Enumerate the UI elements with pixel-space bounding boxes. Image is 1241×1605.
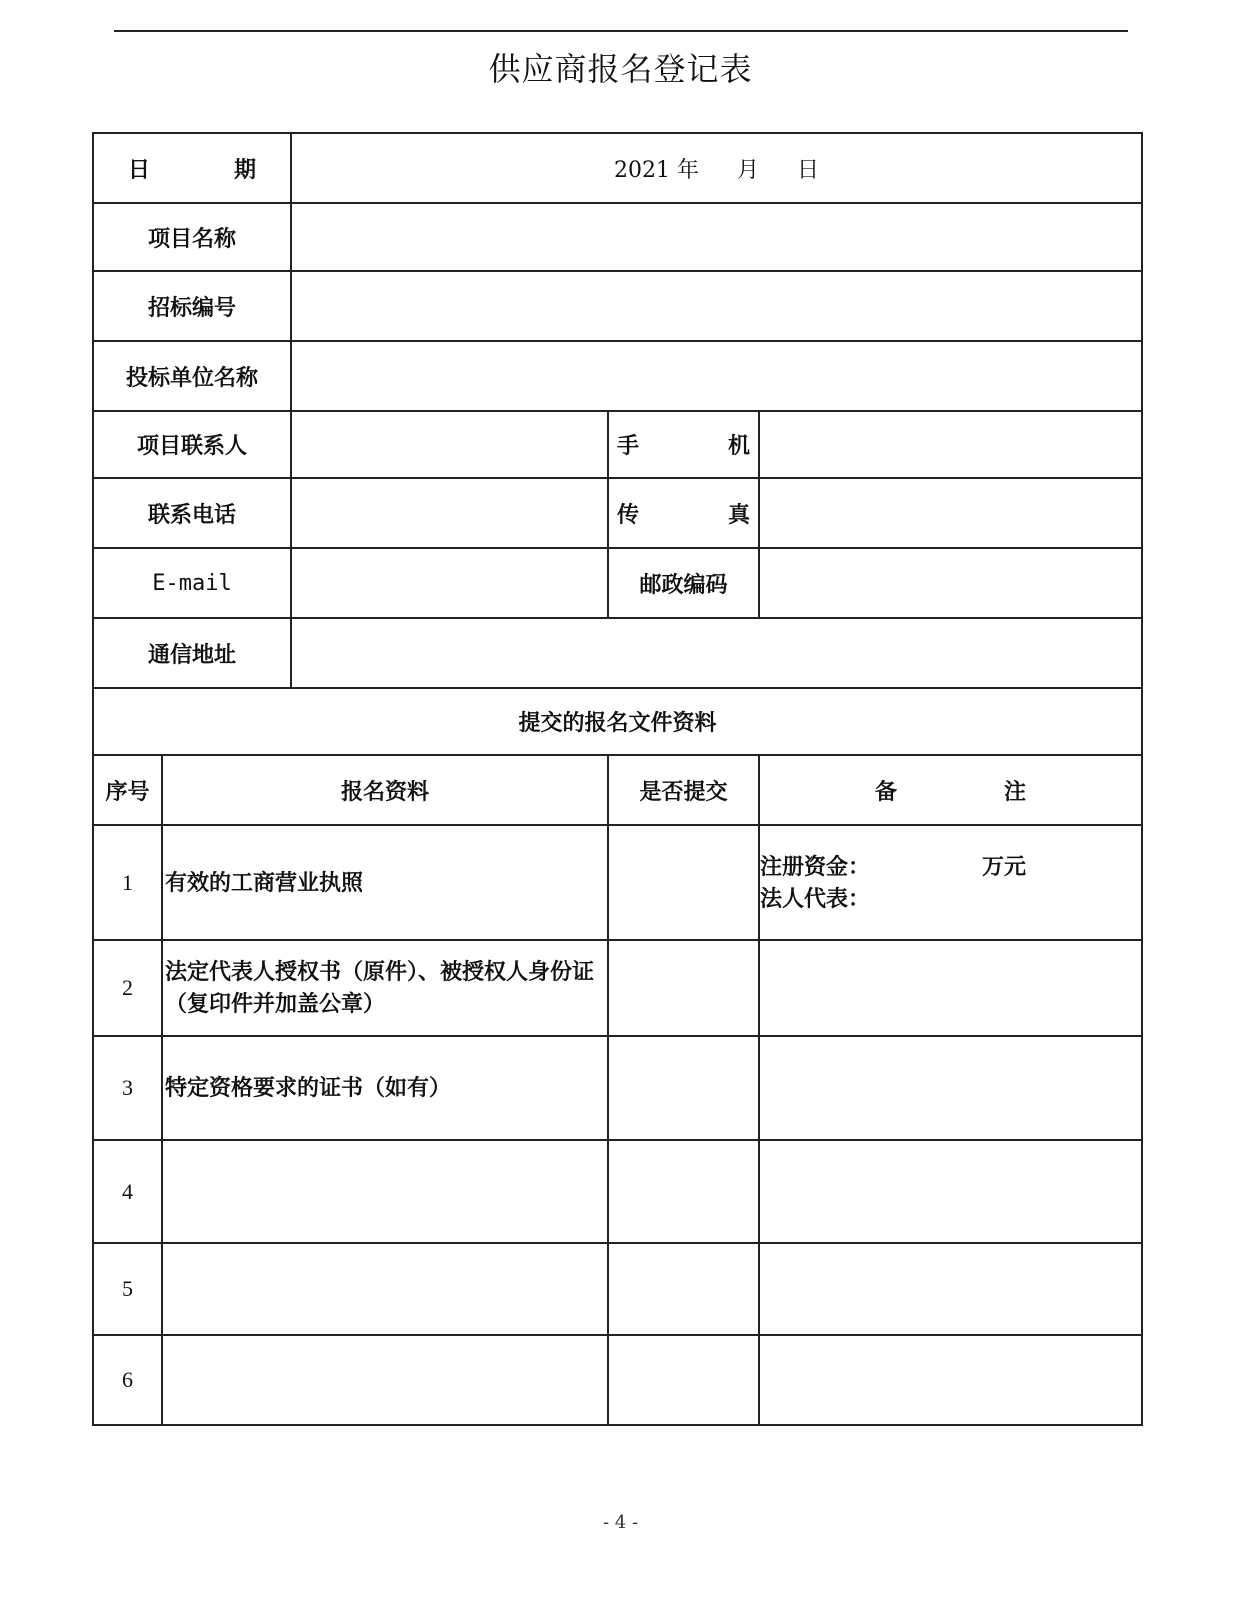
bidder-name-field[interactable] bbox=[291, 341, 1142, 411]
mobile-field[interactable] bbox=[759, 411, 1142, 478]
table-header-row bbox=[93, 755, 1142, 825]
contact-field[interactable] bbox=[291, 411, 608, 478]
row-material[interactable] bbox=[162, 1140, 608, 1243]
table-row bbox=[93, 1243, 1142, 1335]
section-title: 提交的报名文件资料 bbox=[93, 688, 1142, 755]
row-remarks[interactable] bbox=[759, 940, 1142, 1036]
row-submitted-field[interactable] bbox=[608, 1140, 759, 1243]
row-index: 1 bbox=[93, 825, 162, 940]
mobile-label: 手 机 bbox=[608, 411, 759, 478]
row-submitted-field[interactable] bbox=[608, 940, 759, 1036]
row-material[interactable] bbox=[162, 1243, 608, 1335]
row-submitted-field[interactable] bbox=[608, 825, 759, 940]
phone-field[interactable] bbox=[291, 478, 608, 548]
phone-label: 联系电话 bbox=[93, 478, 291, 548]
email-label: E-mail bbox=[93, 548, 291, 618]
table-row bbox=[93, 1335, 1142, 1425]
row-remarks[interactable] bbox=[759, 1243, 1142, 1335]
table-row bbox=[93, 825, 1142, 940]
legal-rep-label: 法人代表： bbox=[760, 885, 871, 912]
address-label: 通信地址 bbox=[93, 618, 291, 688]
email-row bbox=[93, 548, 1142, 618]
page-number: - 4 - bbox=[602, 1512, 639, 1533]
project-name-field[interactable] bbox=[291, 203, 1142, 271]
row-remarks[interactable] bbox=[759, 1140, 1142, 1243]
email-field[interactable] bbox=[291, 548, 608, 618]
row-index: 6 bbox=[93, 1335, 162, 1425]
phone-row bbox=[93, 478, 1142, 548]
registration-form bbox=[92, 132, 1143, 1426]
index-header: 序号 bbox=[93, 755, 162, 825]
row-index: 4 bbox=[93, 1140, 162, 1243]
section-row bbox=[93, 688, 1142, 755]
row-remarks[interactable] bbox=[759, 1335, 1142, 1425]
row-index: 2 bbox=[93, 940, 162, 1036]
row-material[interactable] bbox=[162, 1335, 608, 1425]
address-field[interactable] bbox=[291, 618, 1142, 688]
submitted-header: 是否提交 bbox=[608, 755, 759, 825]
header-rule bbox=[114, 30, 1128, 32]
contact-row bbox=[93, 411, 1142, 478]
bid-number-row bbox=[93, 271, 1142, 341]
row-index: 3 bbox=[93, 1036, 162, 1140]
bidder-name-row bbox=[93, 341, 1142, 411]
address-row bbox=[93, 618, 1142, 688]
fax-field[interactable] bbox=[759, 478, 1142, 548]
row-index: 5 bbox=[93, 1243, 162, 1335]
page-title: 供应商报名登记表 bbox=[488, 50, 753, 88]
row-material: 有效的工商营业执照 bbox=[162, 825, 608, 940]
row-material: 法定代表人授权书（原件）、被授权人身份证（复印件并加盖公章） bbox=[162, 940, 608, 1036]
row-submitted-field[interactable] bbox=[608, 1036, 759, 1140]
remarks-header: 备 注 bbox=[759, 755, 1142, 825]
bid-number-label: 招标编号 bbox=[93, 271, 291, 341]
bidder-name-label: 投标单位名称 bbox=[93, 341, 291, 411]
table-row bbox=[93, 1036, 1142, 1140]
date-row bbox=[93, 133, 1142, 203]
row-remarks[interactable] bbox=[759, 1036, 1142, 1140]
row-submitted-field[interactable] bbox=[608, 1243, 759, 1335]
project-name-row bbox=[93, 203, 1142, 271]
registered-capital-unit: 万元 bbox=[982, 853, 1027, 880]
row-material: 特定资格要求的证书（如有） bbox=[162, 1036, 608, 1140]
bid-number-field[interactable] bbox=[291, 271, 1142, 341]
table-row bbox=[93, 940, 1142, 1036]
project-name-label: 项目名称 bbox=[93, 203, 291, 271]
row-submitted-field[interactable] bbox=[608, 1335, 759, 1425]
material-header: 报名资料 bbox=[162, 755, 608, 825]
contact-label: 项目联系人 bbox=[93, 411, 291, 478]
registered-capital-label: 注册资金： bbox=[760, 853, 871, 880]
postcode-field[interactable] bbox=[759, 548, 1142, 618]
table-row bbox=[93, 1140, 1142, 1243]
date-label: 日 期 bbox=[93, 133, 291, 203]
postcode-label: 邮政编码 bbox=[608, 548, 759, 618]
row-remarks[interactable] bbox=[759, 825, 1142, 940]
date-field[interactable]: 2021 年 月 日 bbox=[291, 133, 1142, 203]
fax-label: 传 真 bbox=[608, 478, 759, 548]
